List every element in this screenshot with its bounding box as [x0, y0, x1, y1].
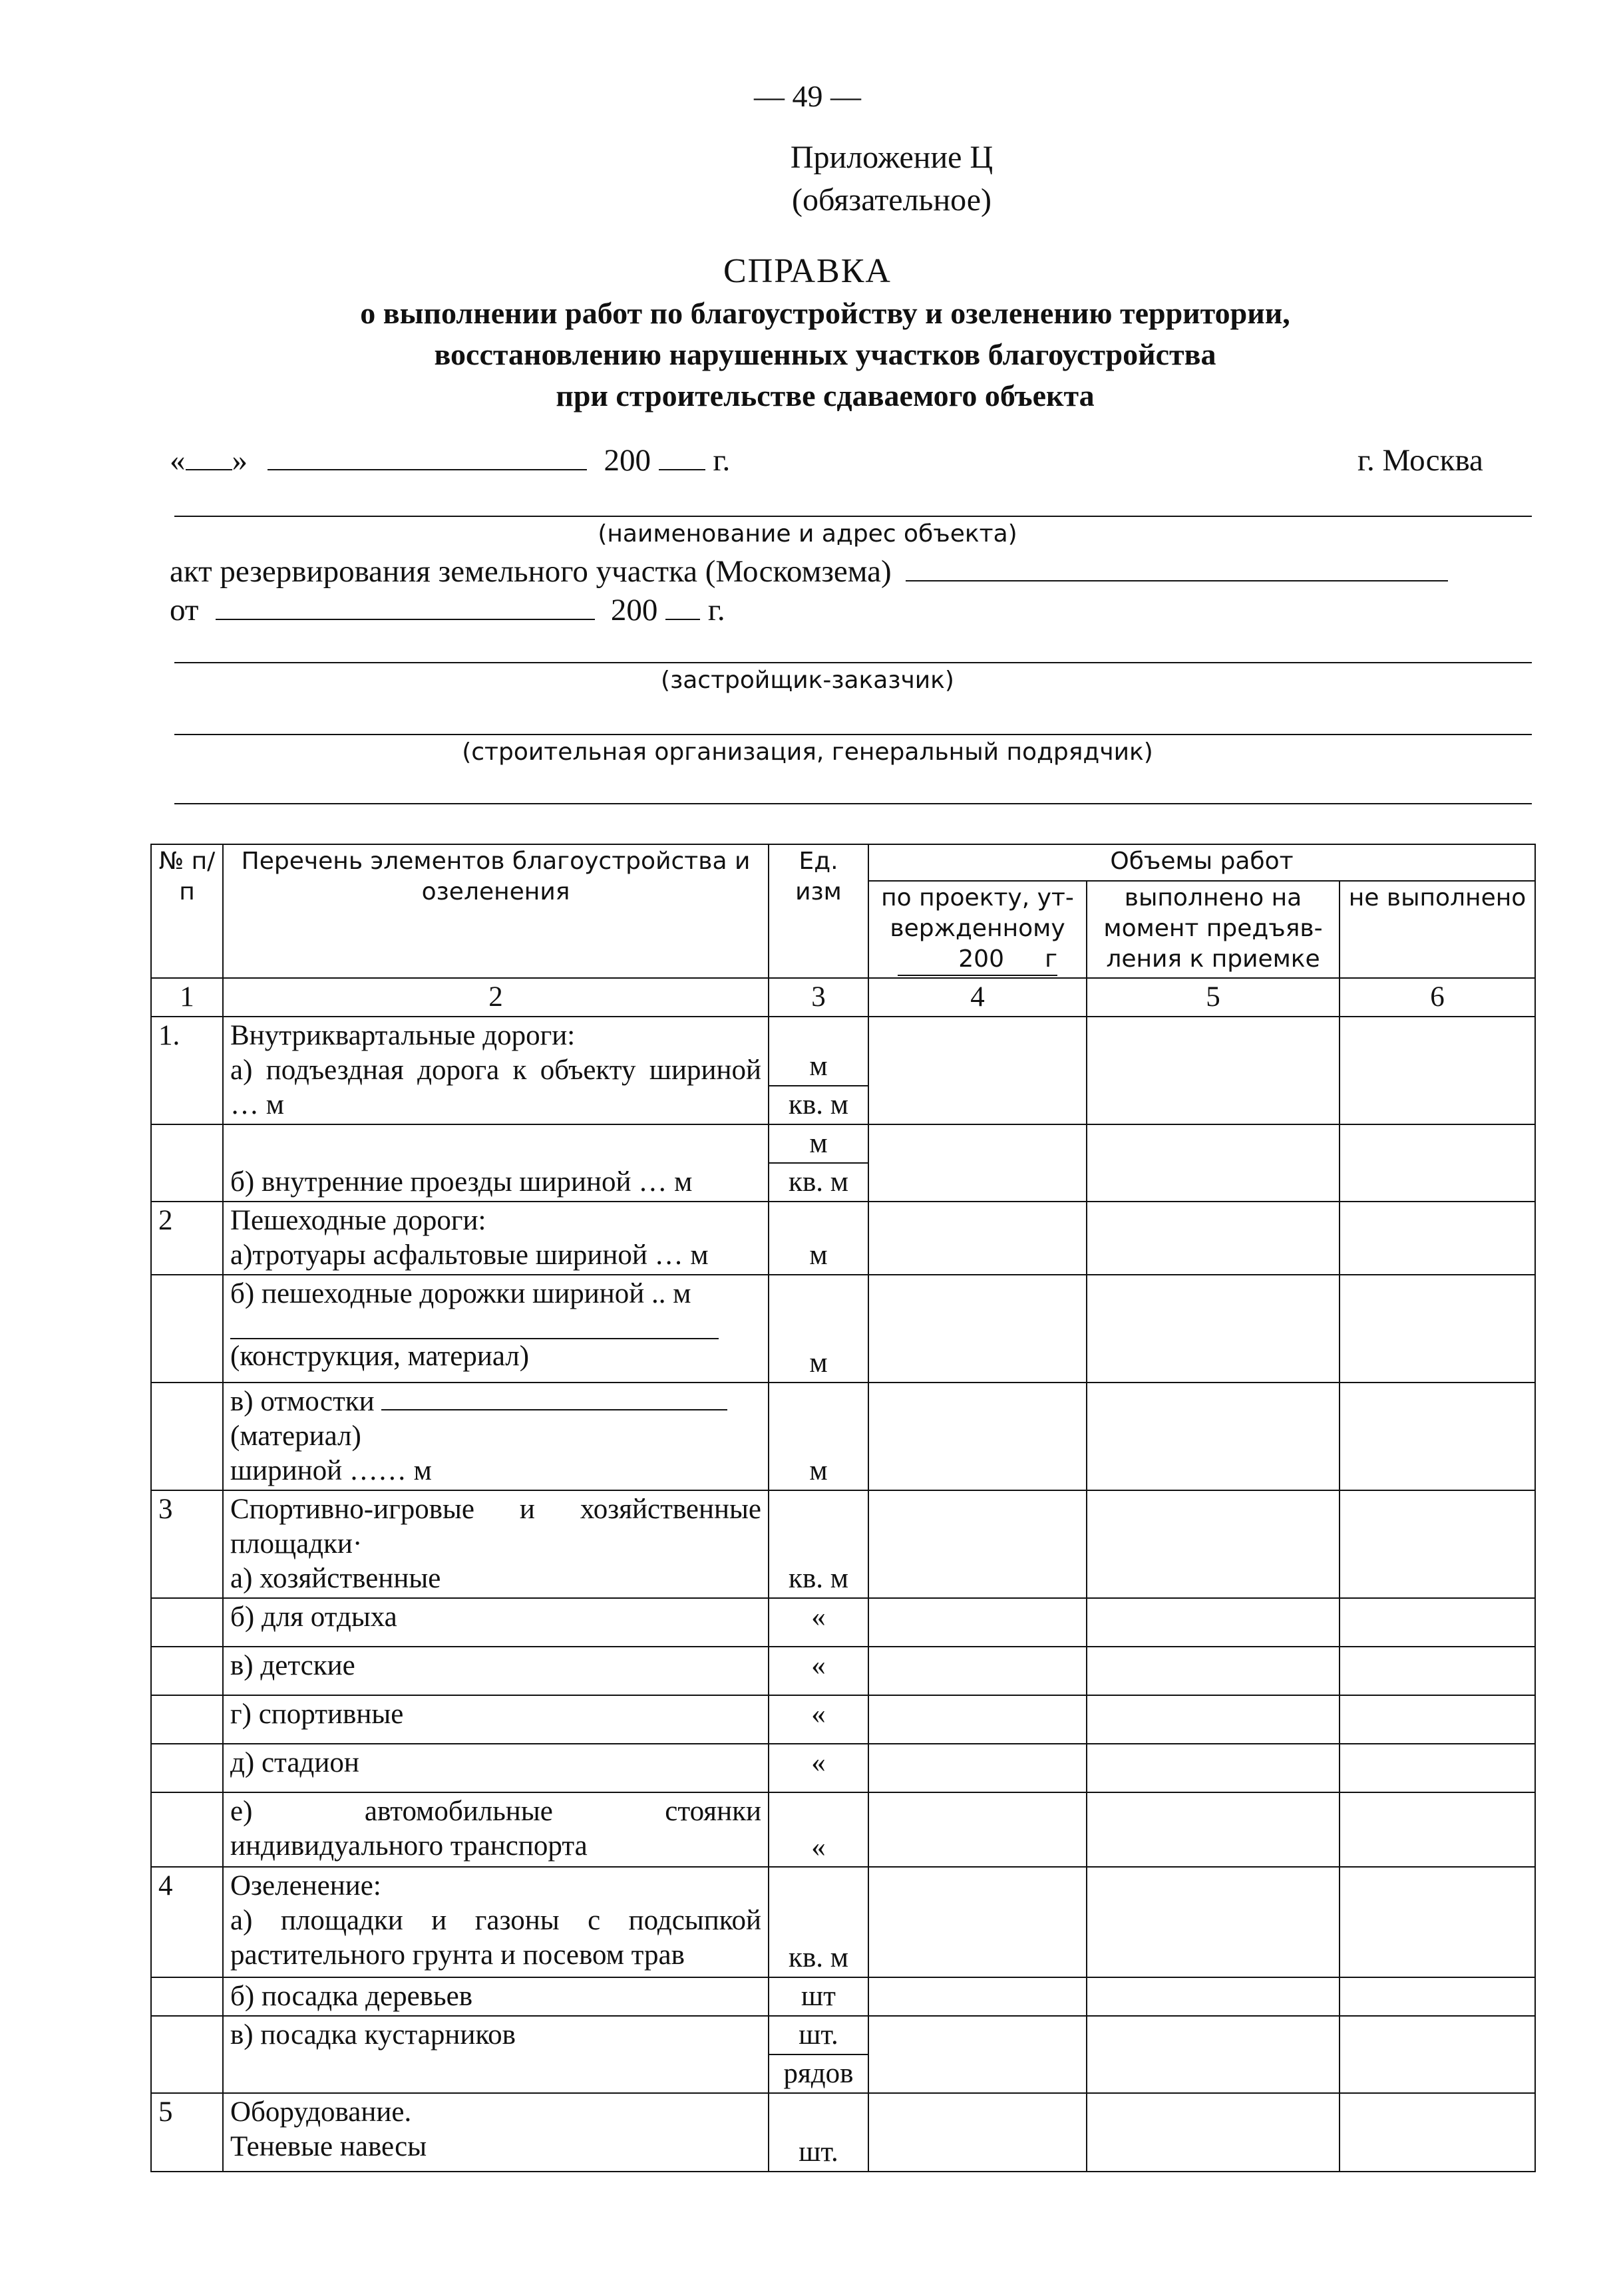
colnum-6: 6	[1340, 978, 1535, 1017]
day-blank[interactable]	[186, 445, 232, 470]
row-title: Оборудование.	[230, 2096, 412, 2128]
table-row	[151, 1490, 1535, 1598]
object-name-line[interactable]	[174, 516, 1532, 517]
row-title: Спортивно-игровые и хозяйственные площадки·	[230, 1494, 761, 1559]
cell-by-project[interactable]	[868, 1598, 1087, 1647]
row-text: б) для отдыха	[223, 1598, 769, 1647]
cell-done[interactable]	[1087, 2093, 1340, 2172]
done-line-1: выполнено на	[1124, 884, 1302, 911]
column-numbers-row	[151, 978, 1535, 1017]
cell-not-done[interactable]	[1340, 2093, 1535, 2172]
by-project-line-2: вержденному	[890, 915, 1065, 942]
cell-by-project[interactable]	[868, 1744, 1087, 1792]
cell-not-done[interactable]	[1340, 1792, 1535, 1867]
row-text	[223, 1867, 769, 1977]
blank-line[interactable]	[174, 803, 1532, 804]
row-text: в) посадка кустарников	[223, 2016, 769, 2093]
unit-line-2: рядов	[783, 2058, 854, 2089]
header-by-project	[868, 881, 1087, 978]
contractor-line[interactable]	[174, 734, 1532, 735]
document-subtitle	[200, 293, 1451, 416]
table-row	[151, 1202, 1535, 1275]
table-row	[151, 2016, 1535, 2093]
cell-done[interactable]	[1087, 1202, 1340, 1275]
cell-by-project[interactable]	[868, 1695, 1087, 1744]
table-row	[151, 1598, 1535, 1647]
row-width: шириной …… м	[230, 1455, 432, 1486]
cell-not-done[interactable]	[1340, 1744, 1535, 1792]
cell-not-done[interactable]	[1340, 1867, 1535, 1977]
table-row	[151, 1017, 1535, 1124]
row-unit: «	[769, 1647, 868, 1695]
row-unit: «	[769, 1792, 868, 1867]
construction-blank[interactable]	[230, 1311, 719, 1339]
row-unit	[769, 1124, 868, 1202]
header-done	[1087, 881, 1340, 978]
row-unit: «	[769, 1695, 868, 1744]
table-row	[151, 1792, 1535, 1867]
works-table	[150, 844, 1536, 2172]
material-blank[interactable]	[381, 1389, 727, 1410]
by-project-line-1: по проекту, ут-	[881, 884, 1074, 911]
reservation-blank[interactable]	[906, 556, 1448, 581]
cell-done[interactable]	[1087, 1383, 1340, 1490]
cell-done[interactable]	[1087, 1867, 1340, 1977]
appendix-heading	[692, 136, 1091, 222]
table-row	[151, 1695, 1535, 1744]
header-row	[151, 844, 1535, 881]
row-title: Озеленение:	[230, 1870, 381, 1901]
row-unit	[769, 2016, 868, 2093]
close-quote: »	[232, 443, 248, 478]
row-text: д) стадион	[223, 1744, 769, 1792]
row-text	[223, 1490, 769, 1598]
cell-done[interactable]	[1087, 2016, 1340, 2093]
done-line-2: момент предъяв-	[1103, 915, 1323, 942]
row-title: Пешеходные дороги:	[230, 1205, 486, 1236]
row-subitem: б) пешеходные дорожки шириной .. м	[230, 1278, 691, 1309]
cell-done[interactable]	[1087, 1598, 1340, 1647]
row-text	[223, 1202, 769, 1275]
table-row	[151, 1124, 1535, 1202]
date-line	[170, 442, 730, 478]
row-text: в) детские	[223, 1647, 769, 1695]
from-year-blank[interactable]	[665, 595, 700, 620]
colnum-5: 5	[1087, 978, 1340, 1017]
row-note: (конструкция, материал)	[230, 1341, 530, 1372]
row-unit: м	[769, 1202, 868, 1275]
table-row	[151, 1977, 1535, 2016]
cell-not-done[interactable]	[1340, 1977, 1535, 2016]
row-unit: кв. м	[769, 1490, 868, 1598]
city: г. Москва	[1357, 443, 1483, 478]
unit-line-2: кв. м	[789, 1166, 848, 1198]
cell-by-project[interactable]	[868, 2093, 1087, 2172]
row-subitem: а) подъездная дорога к объекту шириной … м	[230, 1055, 761, 1120]
from-label: от	[170, 593, 199, 627]
cell-by-project[interactable]	[868, 1867, 1087, 1977]
from-suffix: г.	[707, 593, 725, 627]
subtitle-line-3: при строительстве сдаваемого объекта	[556, 379, 1095, 412]
row-subitem: в) отмостки	[230, 1385, 761, 1419]
row-text	[223, 1383, 769, 1490]
cell-by-project[interactable]	[868, 1124, 1087, 1202]
row-num	[151, 1695, 223, 1744]
from-date-blank[interactable]	[216, 595, 595, 620]
cell-not-done[interactable]	[1340, 1695, 1535, 1744]
cell-by-project[interactable]	[868, 2016, 1087, 2093]
by-project-line-3: 200 г	[876, 944, 1079, 976]
cell-done[interactable]	[1087, 1695, 1340, 1744]
cell-not-done[interactable]	[1340, 1490, 1535, 1598]
cell-done[interactable]	[1087, 1017, 1340, 1124]
row-unit: шт	[769, 1977, 868, 2016]
done-line-3: ления к приемке	[1106, 945, 1320, 973]
page-number: — 49 —	[754, 79, 861, 113]
row-num	[151, 1792, 223, 1867]
row-text	[223, 1275, 769, 1383]
colnum-1: 1	[151, 978, 223, 1017]
cell-by-project[interactable]	[868, 1202, 1087, 1275]
table-row	[151, 1744, 1535, 1792]
unit-line-1: м	[769, 1048, 868, 1086]
cell-not-done[interactable]	[1340, 2016, 1535, 2093]
header-volumes: Объемы работ	[868, 844, 1535, 881]
row-num: 5	[151, 2093, 223, 2172]
row-text	[223, 1017, 769, 1124]
cell-not-done[interactable]	[1340, 1124, 1535, 1202]
row-num	[151, 1275, 223, 1383]
colnum-3: 3	[769, 978, 868, 1017]
year-blank[interactable]	[659, 445, 705, 470]
header-unit: Ед. изм	[769, 844, 868, 978]
table-row	[151, 2093, 1535, 2172]
cell-not-done[interactable]	[1340, 1202, 1535, 1275]
cell-by-project[interactable]	[868, 1792, 1087, 1867]
open-quote: «	[170, 443, 186, 478]
unit-line-2: кв. м	[789, 1089, 848, 1120]
cell-not-done[interactable]	[1340, 1647, 1535, 1695]
from-line	[170, 592, 725, 628]
table-row	[151, 1383, 1535, 1490]
row-num	[151, 1977, 223, 2016]
cell-by-project[interactable]	[868, 1977, 1087, 2016]
unit-line-1: м	[769, 1125, 868, 1164]
row-num: 2	[151, 1202, 223, 1275]
row-num	[151, 1744, 223, 1792]
appendix-note: (обязательное)	[792, 182, 991, 218]
row-unit: «	[769, 1744, 868, 1792]
header-not-done: не выполнено	[1340, 881, 1535, 978]
row-text: г) спортивные	[223, 1695, 769, 1744]
row-num	[151, 1383, 223, 1490]
row-unit: м	[769, 1275, 868, 1383]
cell-by-project[interactable]	[868, 1647, 1087, 1695]
row-text: б) внутренние проезды шириной … м	[223, 1124, 769, 1202]
row-note: (материал)	[230, 1420, 361, 1452]
cell-done[interactable]	[1087, 1124, 1340, 1202]
row-subitem: а) площадки и газоны с подсыпкой растительного грунта и посевом трав	[230, 1905, 761, 1971]
row-num	[151, 1124, 223, 1202]
row-num: 3	[151, 1490, 223, 1598]
row-unit: «	[769, 1598, 868, 1647]
cell-done[interactable]	[1087, 1647, 1340, 1695]
row-unit	[769, 1017, 868, 1124]
developer-line[interactable]	[174, 662, 1532, 663]
cell-by-project[interactable]	[868, 1275, 1087, 1383]
reservation-label: акт резервирования земельного участка (Москомзема)	[170, 554, 892, 589]
subtitle-line-2: восстановлению нарушенных участков благоустройства	[434, 337, 1216, 371]
row-num	[151, 2016, 223, 2093]
appendix-title: Приложение Ц	[790, 140, 993, 175]
cell-by-project[interactable]	[868, 1017, 1087, 1124]
row-num: 1.	[151, 1017, 223, 1124]
row-num	[151, 1647, 223, 1695]
colnum-4: 4	[868, 978, 1087, 1017]
unit-line-1: шт.	[769, 2017, 868, 2055]
year-prefix: 200	[604, 443, 651, 478]
contractor-caption: (строительная организация, генеральный подрядчик)	[462, 738, 1153, 766]
row-text: б) посадка деревьев	[223, 1977, 769, 2016]
colnum-2: 2	[223, 978, 769, 1017]
cell-done[interactable]	[1087, 1792, 1340, 1867]
cell-done[interactable]	[1087, 1275, 1340, 1383]
header-elements: Перечень элементов благоустройства и озеленения	[223, 844, 769, 978]
from-year: 200	[610, 593, 658, 627]
table-row	[151, 1275, 1535, 1383]
row-unit: м	[769, 1383, 868, 1490]
developer-caption: (застройщик-заказчик)	[661, 667, 954, 694]
cell-done[interactable]	[1087, 1490, 1340, 1598]
reservation-line	[170, 554, 1448, 589]
header-num: № п/п	[151, 844, 223, 978]
cell-done[interactable]	[1087, 1977, 1340, 2016]
year-suffix: г.	[713, 443, 731, 478]
month-blank[interactable]	[268, 445, 587, 470]
cell-not-done[interactable]	[1340, 1383, 1535, 1490]
document-title: СПРАВКА	[723, 252, 892, 290]
cell-not-done[interactable]	[1340, 1017, 1535, 1124]
row-subitem: Теневые навесы	[230, 2131, 427, 2162]
row-num: 4	[151, 1867, 223, 1977]
row-subitem: а) хозяйственные	[230, 1563, 441, 1594]
cell-by-project[interactable]	[868, 1383, 1087, 1490]
row-text: е) автомобильные стоянки индивидуального транспорта	[223, 1792, 769, 1867]
row-unit: шт.	[769, 2093, 868, 2172]
row-num	[151, 1598, 223, 1647]
table-row	[151, 1867, 1535, 1977]
cell-not-done[interactable]	[1340, 1275, 1535, 1383]
cell-done[interactable]	[1087, 1744, 1340, 1792]
object-caption: (наименование и адрес объекта)	[598, 520, 1017, 548]
row-text	[223, 2093, 769, 2172]
table-row	[151, 1647, 1535, 1695]
row-unit: кв. м	[769, 1867, 868, 1977]
cell-not-done[interactable]	[1340, 1598, 1535, 1647]
row-subitem: а)тротуары асфальтовые шириной … м	[230, 1239, 709, 1271]
subtitle-line-1: о выполнении работ по благоустройству и озеленению территории,	[360, 296, 1290, 330]
cell-by-project[interactable]	[868, 1490, 1087, 1598]
row-title: Внутриквартальные дороги:	[230, 1020, 576, 1051]
